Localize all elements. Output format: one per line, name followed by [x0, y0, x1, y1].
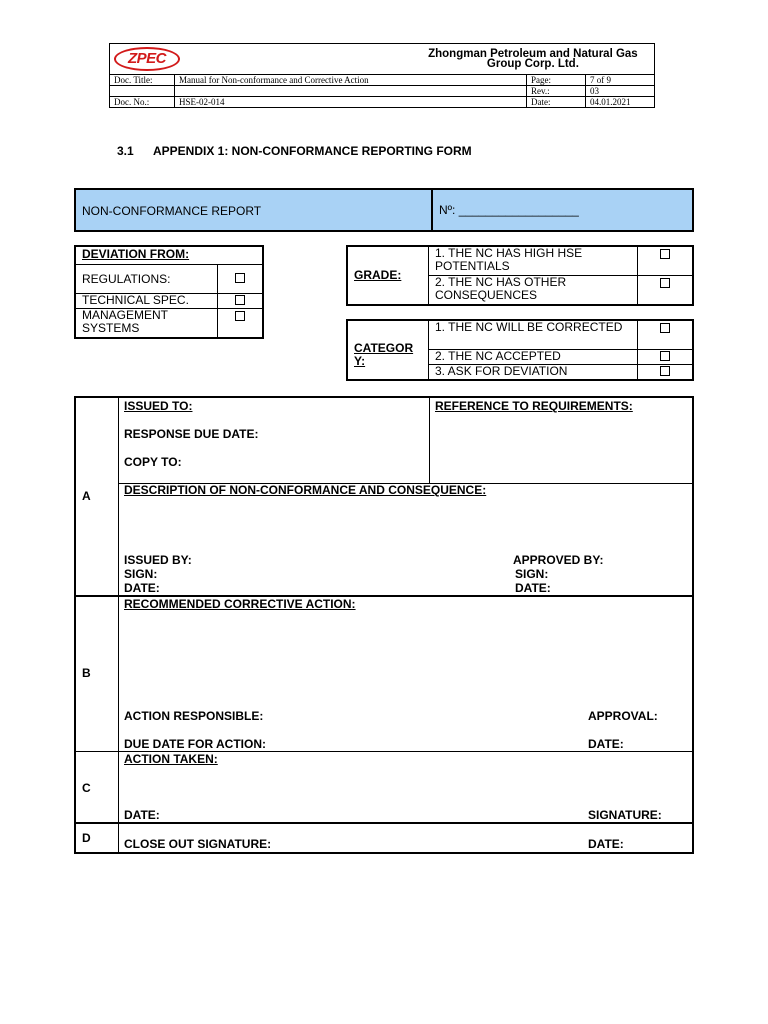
- section-title: APPENDIX 1: NON-CONFORMANCE REPORTING FORM: [153, 144, 472, 158]
- report-title: NON-CONFORMANCE REPORT: [82, 204, 262, 218]
- doc-title-label: Doc. Title:: [110, 75, 175, 86]
- section-a-label: A: [82, 489, 91, 503]
- approved-date-label: DATE:: [515, 581, 551, 595]
- section-b-label: B: [82, 666, 91, 680]
- date-value: 04.01.2021: [586, 97, 655, 108]
- response-due-label: RESPONSE DUE DATE:: [124, 427, 259, 441]
- close-out-signature-label: CLOSE OUT SIGNATURE:: [124, 837, 272, 851]
- c-date-label: DATE:: [124, 808, 160, 822]
- recommended-action-label: RECOMMENDED CORRECTIVE ACTION:: [124, 597, 356, 611]
- regulations-checkbox[interactable]: [235, 273, 245, 283]
- doc-no: HSE-02-014: [175, 97, 527, 108]
- section-c-label: C: [82, 781, 91, 795]
- approval-label: APPROVAL:: [588, 709, 658, 723]
- signature-label: SIGNATURE:: [588, 808, 662, 822]
- section-number: 3.1: [117, 144, 134, 158]
- action-responsible-label: ACTION RESPONSIBLE:: [124, 709, 264, 723]
- technical-spec-checkbox[interactable]: [235, 295, 245, 305]
- category-option-3: 3. ASK FOR DEVIATION: [429, 365, 638, 381]
- deviation-management: MANAGEMENT SYSTEMS: [75, 309, 218, 339]
- section-heading: [117, 144, 472, 158]
- category-option-2: 2. THE NC ACCEPTED: [429, 350, 638, 365]
- deviation-technical: TECHNICAL SPEC.: [75, 294, 218, 309]
- report-number-field[interactable]: Nº: __________________: [431, 190, 579, 230]
- approved-sign-label: SIGN:: [515, 567, 549, 581]
- category-1-checkbox[interactable]: [660, 323, 670, 333]
- issued-by-label: ISSUED BY:: [124, 553, 192, 567]
- doc-no-label: Doc. No.:: [110, 97, 175, 108]
- action-taken-label: ACTION TAKEN:: [124, 752, 218, 766]
- doc-title: Manual for Non-conformance and Corrective Action: [175, 75, 527, 86]
- rev-label: Rev.:: [527, 86, 586, 97]
- category-3-checkbox[interactable]: [660, 366, 670, 376]
- zpec-logo: ZPEC: [114, 47, 180, 71]
- grade-1-checkbox[interactable]: [660, 249, 670, 259]
- deviation-heading: DEVIATION FROM:: [82, 247, 190, 261]
- description-label: DESCRIPTION OF NON-CONFORMANCE AND CONSEQUENCE:: [124, 483, 487, 497]
- document-header: [109, 43, 655, 108]
- report-banner: [74, 188, 694, 232]
- copy-to-label: COPY TO:: [124, 455, 182, 469]
- grade-2-checkbox[interactable]: [660, 278, 670, 288]
- grade-label: GRADE:: [354, 268, 402, 282]
- issued-date-label: DATE:: [124, 581, 160, 595]
- form-row-divider: [76, 822, 694, 824]
- grade-table: [346, 245, 694, 306]
- b-date-label: DATE:: [588, 737, 624, 751]
- company-name: Zhongman Petroleum and Natural Gas Group Corp. Ltd.: [428, 48, 638, 70]
- issued-sign-label: SIGN:: [124, 567, 158, 581]
- category-option-1: 1. THE NC WILL BE CORRECTED: [429, 320, 638, 350]
- date-label: Date:: [527, 97, 586, 108]
- form-ref-divider: [429, 398, 430, 484]
- reference-label: REFERENCE TO REQUIREMENTS:: [435, 399, 633, 413]
- deviation-table: [74, 245, 264, 339]
- issued-to-label: ISSUED TO:: [124, 399, 193, 413]
- section-d-label: D: [82, 831, 91, 845]
- management-systems-checkbox[interactable]: [235, 311, 245, 321]
- deviation-regulations: REGULATIONS:: [75, 265, 218, 294]
- category-label: CATEGOR Y:: [354, 341, 414, 368]
- d-date-label: DATE:: [588, 837, 624, 851]
- page-label: Page:: [527, 75, 586, 86]
- form-col-divider: [118, 398, 119, 854]
- due-date-action-label: DUE DATE FOR ACTION:: [124, 737, 266, 751]
- page-value: 7 of 9: [586, 75, 655, 86]
- category-2-checkbox[interactable]: [660, 351, 670, 361]
- grade-option-1: 1. THE NC HAS HIGH HSE POTENTIALS: [429, 246, 638, 276]
- nc-form: [74, 396, 694, 854]
- approved-by-label: APPROVED BY:: [513, 553, 604, 567]
- rev-value: 03: [586, 86, 655, 97]
- logo-cell: [110, 44, 412, 75]
- grade-option-2: 2. THE NC HAS OTHER CONSEQUENCES: [429, 276, 638, 306]
- category-table: [346, 319, 694, 381]
